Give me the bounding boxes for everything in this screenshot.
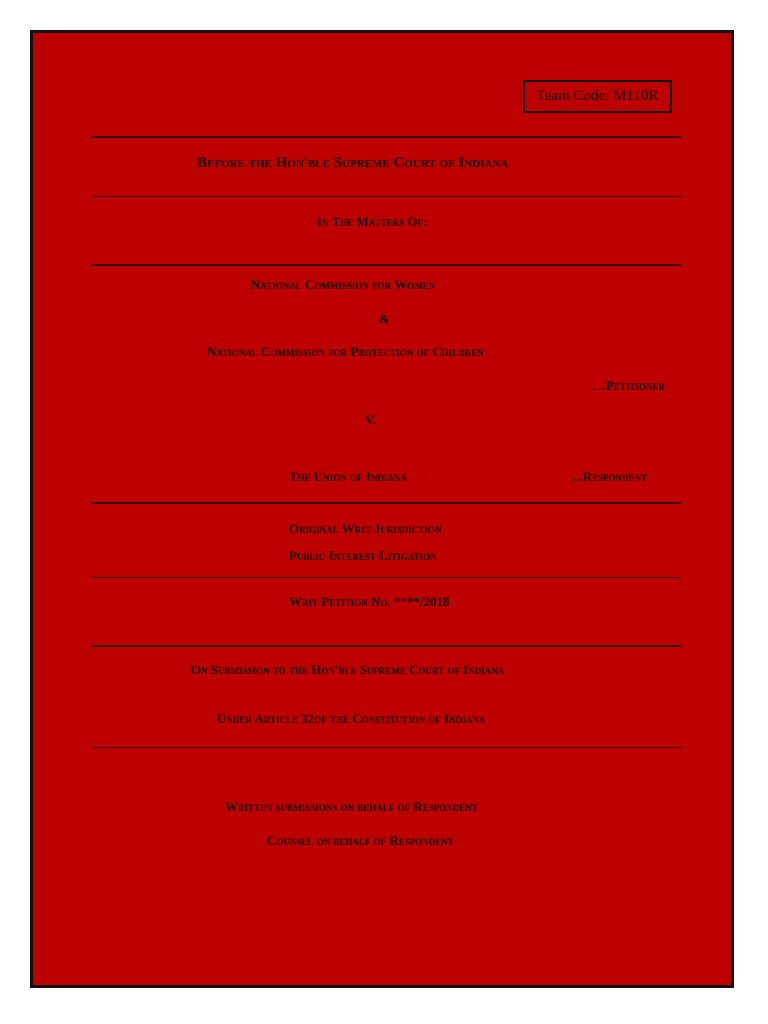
- divider-parties: [91, 502, 681, 504]
- jurisdiction-line: Original Writ Jurisdiction: [289, 521, 442, 536]
- divider-petition: [91, 645, 681, 647]
- matters-heading: In The Matters Of:: [317, 214, 428, 229]
- court-heading: Before the Hon'ble Supreme Court of Indiana: [197, 155, 509, 171]
- divider-article: [91, 747, 681, 748]
- petitioner-role: …Petitioner: [593, 378, 665, 393]
- versus: V.: [365, 412, 376, 427]
- ampersand: &: [379, 311, 390, 326]
- counsel-line: Counsel on behalf of Respondent: [267, 833, 454, 848]
- respondent-role: ...Respondent: [573, 469, 648, 484]
- respondent-name: The Union of Indiana: [289, 469, 407, 484]
- divider-jurisdiction: [91, 577, 681, 578]
- petitioner-1: National Commission for Women: [251, 277, 436, 292]
- submission-line: On Submission to the Hon'ble Supreme Court of Indiana: [191, 662, 505, 677]
- divider-matters: [91, 264, 681, 266]
- petition-number: Writ Petition No. ****/2018: [289, 594, 450, 609]
- article-line: Under Article 32of the Constitution of Indiana: [217, 711, 486, 726]
- divider-heading: [91, 196, 681, 197]
- divider-top: [91, 136, 681, 138]
- litigation-line: Public Interest Litigation: [289, 548, 437, 563]
- team-code-box: Team Code: M110R: [523, 80, 672, 113]
- cover-page: [30, 30, 734, 988]
- petitioner-2: National Commission for Protection of Children: [207, 344, 484, 359]
- written-submissions: Written submissions on behalf of Respondent: [225, 799, 478, 814]
